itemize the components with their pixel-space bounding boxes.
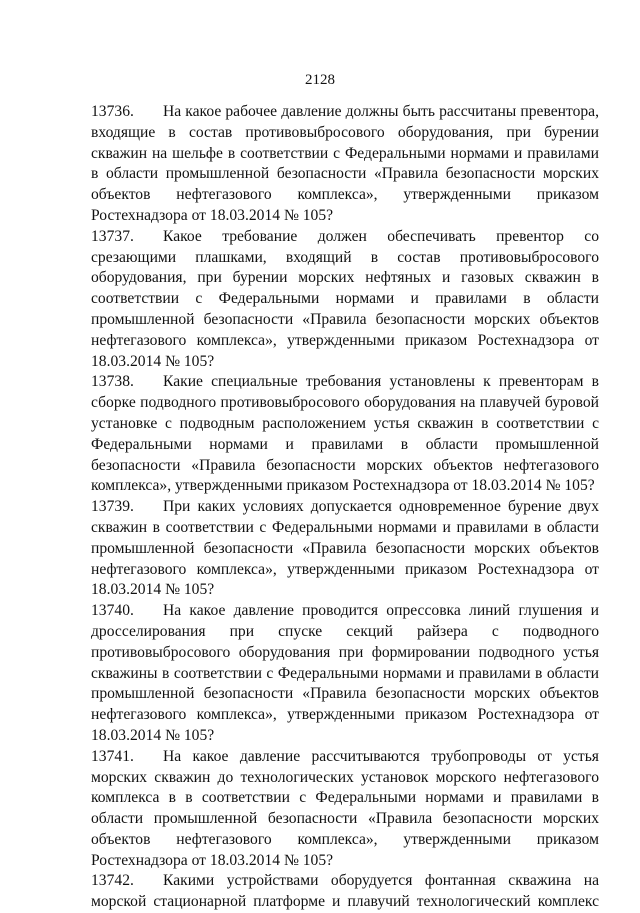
question-text: При каких условиях допускается одновременное бурение двух скважин в соответствии с Федеральными нормами и правилами в области промышленной безопасности «Правила безопасности морских объектов нефтегазового комплекса», утвержденными приказом Ростехнадзора от 18.03.2014 № 105? xyxy=(91,498,599,599)
question-13741 xyxy=(91,747,599,872)
question-number: 13740. xyxy=(91,602,134,620)
question-text: На какое давление рассчитываются трубопроводы от устья морских скважин до технологических установок морского нефтегазового комплекса в в соответствии с Федеральными нормами и правилами в области промышленной безопасности «Правила безопасности морских объектов нефтегазового комплекса», утвержденными приказом Ростехнадзора от 18.03.2014 № 105? xyxy=(91,747,599,869)
question-text: Какими устройствами оборудуется фонтанная скважина на морской стационарной платформе и плавучий технологический комплекс xyxy=(91,872,599,911)
question-13739 xyxy=(91,497,599,601)
question-number: 13741. xyxy=(91,747,134,765)
question-13738 xyxy=(91,372,599,497)
question-number: 13738. xyxy=(91,373,134,391)
question-text: На какое давление проводится опрессовка линий глушения и дросселирования при спуске секций райзера с подводного противовыбросового оборудования при формировании подводного устья скважины в соответствии с Федеральными нормами и правилами в области промышленной безопасности «Правила безопасности морских объектов нефтегазового комплекса», утвержденными приказом Ростехнадзора от 18.03.2014 № 105? xyxy=(91,602,599,744)
question-number: 13739. xyxy=(91,498,134,516)
question-13740 xyxy=(91,601,599,747)
question-13736 xyxy=(91,102,599,227)
question-number: 13742. xyxy=(91,872,134,890)
question-text: Какие специальные требования установлены к превенторам в сборке подводного противовыбросового оборудования на плавучей буровой установке с подводным расположением устья скважин в соответствии с Федеральными нормами и правилами в области промышленной безопасности «Правила безопасности морских объектов нефтегазового комплекса», утвержденными приказом Ростехнадзора от 18.03.2014 № 105? xyxy=(91,373,599,495)
page-number: 2128 xyxy=(305,72,335,88)
question-text: Какое требование должен обеспечивать превентор со срезающими плашками, входящий в состав противовыбросового оборудования, при бурении морских нефтяных и газовых скважин в соответствии с Федеральными нормами и правилами в области промышленной безопасности «Правила безопасности морских объектов нефтегазового комплекса», утвержденными приказом Ростехнадзора от 18.03.2014 № 105? xyxy=(91,227,599,370)
question-13742 xyxy=(91,871,599,913)
question-text: На какое рабочее давление должны быть рассчитаны превентора, входящие в состав противовыбросового оборудования, при бурении скважин на шельфе в соответствии с Федеральными нормами и правилами в области промышленной безопасности «Правила безопасности морских объектов нефтегазового комплекса», утвержденными приказом Ростехнадзора от 18.03.2014 № 105? xyxy=(91,103,599,224)
question-13737 xyxy=(91,227,599,373)
question-number: 13737. xyxy=(91,227,134,245)
question-list xyxy=(91,102,599,913)
question-number: 13736. xyxy=(91,103,134,120)
